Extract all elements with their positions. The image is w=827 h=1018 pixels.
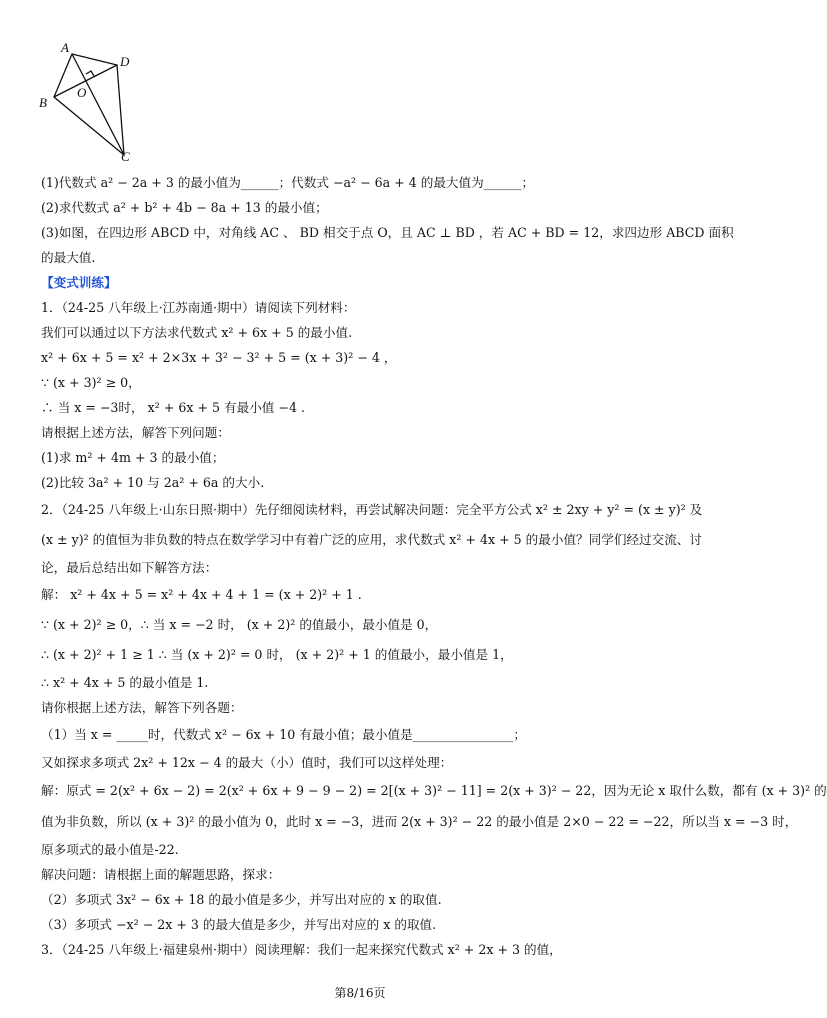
- text-line: (x ± y)² 的值恒为非负数的特点在数学学习中有着广泛的应用，求代数式 x² + 4x + 5 的最小值？同学们经过交流、讨: [41, 532, 702, 547]
- text-line: 请根据上述方法，解答下列问题：: [41, 425, 230, 440]
- text-line: ∴ (x + 2)² + 1 ≥ 1 ∴ 当 (x + 2)² = 0 时， (x + 2)² + 1 的值最小，最小值是 1，: [41, 647, 513, 662]
- text-line: 请你根据上述方法，解答下列各题：: [41, 700, 243, 715]
- text-line: (2)比较 3a² + 10 与 2a² + 6a 的大小.: [41, 475, 265, 490]
- text-line: （3）多项式 −x² − 2x + 3 的最大值是多少，并写出对应的 x 的取值.: [41, 917, 437, 932]
- label-o: O: [77, 85, 87, 100]
- text-line: （2）多项式 3x² − 6x + 18 的最小值是多少，并写出对应的 x 的取值.: [41, 892, 442, 907]
- text-line: ∴ x² + 4x + 5 的最小值是 1.: [41, 675, 209, 690]
- text-line: 解决问题：请根据上面的解题思路，探求：: [41, 867, 281, 882]
- text-line: ∴ 当 x = −3时， x² + 6x + 5 有最小值 −4 .: [41, 400, 305, 415]
- text-line: ∵ (x + 3)² ≥ 0，: [41, 375, 141, 390]
- diagonal-ac: [72, 54, 124, 155]
- text-line: （1）当 x = _____时，代数式 x² − 6x + 10 有最小值；最小值是________________；: [41, 727, 527, 742]
- text-line: 论，最后总结出如下解答方法：: [41, 560, 218, 575]
- text-line: 2．（24-25 八年级上·山东日照·期中）先仔细阅读材料，再尝试解决问题：完全平方公式 x² ± 2xy + y² = (x ± y)² 及: [41, 502, 703, 517]
- text-line: 值为非负数，所以 (x + 3)² 的最小值为 0，此时 x = −3，进而 2(x + 3)² − 22 的最小值是 2×0 − 22 = −22，所以当 x = −3 时，: [41, 814, 798, 829]
- quadrilateral-figure: [30, 34, 150, 166]
- label-a: A: [61, 40, 69, 55]
- text-line: 的最大值.: [41, 250, 96, 265]
- label-b: B: [39, 95, 47, 110]
- right-angle-mark: [86, 71, 94, 76]
- document-body: [41, 170, 827, 962]
- text-line: 3．（24-25 八年级上·福建泉州·期中）阅读理解：我们一起来探究代数式 x² + 2x + 3 的值，: [41, 942, 562, 957]
- text-line: 解：原式 = 2(x² + 6x − 2) = 2(x² + 6x + 9 − 9 − 2) = 2[(x + 3)² − 11] = 2(x + 3)² − 22，因为无论 x 取什么数，都有 (x + 3)² 的: [41, 783, 827, 798]
- page-number: 第8/16页: [334, 986, 386, 1000]
- text-line: 1．（24-25 八年级上·江苏南通·期中）请阅读下列材料：: [41, 300, 356, 315]
- text-line: (1)代数式 a² − 2a + 3 的最小值为______；代数式 −a² − 6a + 4 的最大值为______；: [41, 175, 535, 190]
- text-line: (2)求代数式 a² + b² + 4b − 8a + 13 的最小值；: [41, 200, 328, 215]
- text-line: 原多项式的最小值是-22.: [41, 842, 179, 857]
- quadrilateral-outline: [54, 54, 124, 155]
- text-line: 解： x² + 4x + 5 = x² + 4x + 4 + 1 = (x + 2)² + 1 .: [41, 587, 362, 602]
- text-line: (1)求 m² + 4m + 3 的最小值；: [41, 450, 225, 465]
- text-line: (3)如图，在四边形 ABCD 中，对角线 AC 、 BD 相交于点 O，且 AC ⊥ BD ，若 AC + BD = 12，求四边形 ABCD 面积: [41, 225, 734, 240]
- text-line: ∵ (x + 2)² ≥ 0，∴ 当 x = −2 时， (x + 2)² 的值最小，最小值是 0，: [41, 617, 438, 632]
- section-title: 【变式训练】: [41, 275, 117, 290]
- text-line: 我们可以通过以下方法求代数式 x² + 6x + 5 的最小值.: [41, 325, 353, 340]
- label-d: D: [120, 54, 130, 69]
- text-line: x² + 6x + 5 = x² + 2×3x + 3² − 3² + 5 = (x + 3)² − 4 ，: [41, 350, 397, 365]
- label-c: C: [121, 149, 130, 164]
- text-line: 又如探求多项式 2x² + 12x − 4 的最大（小）值时，我们可以这样处理：: [41, 755, 453, 770]
